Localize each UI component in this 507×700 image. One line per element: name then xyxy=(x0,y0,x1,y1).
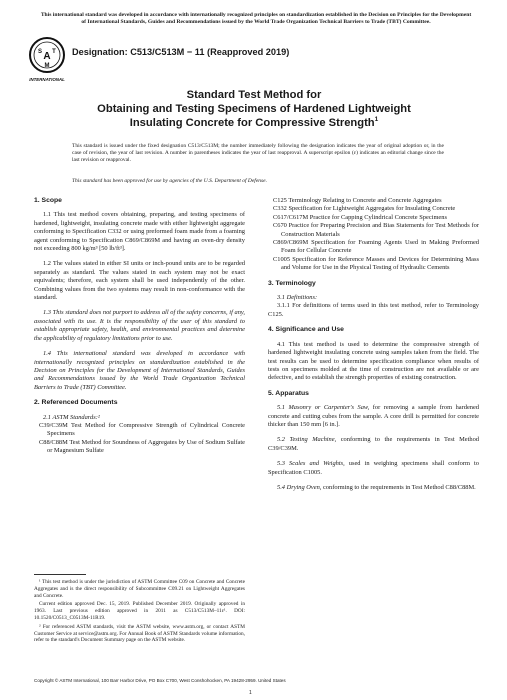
title-line-3-text: Insulating Concrete for Compressive Strength xyxy=(129,117,375,129)
document-title xyxy=(36,88,472,130)
paragraph-1-2: 1.2 The values stated in either SI units or inch-pound units are to be regarded separately as standard. The values stated in each system may not be exact equivalents; therefore, each system shall be used independently of the other. Combining values from the two systems may result in non-conformance with the standard. xyxy=(34,260,245,302)
paragraph-5-2-text: conforming to the requirements in Test Method C39/C39M. xyxy=(268,436,480,452)
section-heading-scope: 1. Scope xyxy=(34,197,62,204)
page-number: 1 xyxy=(249,690,252,696)
svg-text:S: S xyxy=(37,49,43,55)
paragraph-5-2-label: 5.2 Testing Machine, xyxy=(277,436,337,444)
reference-c125: C125 Terminology Relating to Concrete and Concrete Aggregates xyxy=(273,197,442,204)
designation: Designation: C513/C513M − 11 (Reapproved 2019) xyxy=(72,47,290,57)
paragraph-2-1: 2.1 ASTM Standards:² xyxy=(43,413,100,421)
footnote-1-edition: Current edition approved Dec. 15, 2019. Published December 2019. Originally approved in 1963. Last previous edition approved in 2011 as C513/C513M–11ε¹. DOI: 10.1520/C0513_C0513M-11R19. xyxy=(34,601,245,621)
right-column xyxy=(268,197,479,492)
paragraph-5-1-label: 5.1 Masonry or Carpenter's Saw, xyxy=(277,404,370,412)
paragraph-3-1-1: 3.1.1 For definitions of terms used in this test method, refer to Terminology C125. xyxy=(268,302,479,318)
svg-text:A: A xyxy=(43,51,51,62)
astm-logo xyxy=(28,36,66,86)
defense-note: This standard has been approved for use by agencies of the U.S. Department of Defense. xyxy=(72,178,267,184)
svg-text:M: M xyxy=(44,63,50,69)
paragraph-5-1 xyxy=(268,404,479,429)
paragraph-5-3-text: used in weighing specimens shall conform to Specification C1005. xyxy=(268,460,479,476)
reference-c869: C869/C869M Specification for Foaming Agents Used in Making Preformed Foam for Cellular Concrete xyxy=(273,239,479,255)
footnotes xyxy=(34,579,245,646)
reference-c670: C670 Practice for Preparing Precision and Bias Statements for Test Methods for Construction Materials xyxy=(273,222,479,238)
paragraph-1-3: 1.3 This standard does not purport to address all of the safety concerns, if any, associated with its use. It is the responsibility of the user of this standard to establish appropriate safety, health, and environmental practices and determine the applicability of regulatory limitations prior to use. xyxy=(34,309,245,342)
footnote-divider xyxy=(34,574,86,575)
paragraph-1-4: 1.4 This international standard was developed in accordance with internationally recognized principles on standardization established in the Decision on Principles for the Development of International Standards, Guides and Recommendations issued by the World Trade Organization Technical Barriers to Trade (TBT) Committee. xyxy=(34,350,245,391)
title-line-2: Obtaining and Testing Specimens of Hardened Lightweight xyxy=(97,103,411,115)
reference-c1005: C1005 Specification for Reference Masses and Devices for Determining Mass and Volume for Use in the Physical Testing of Hydraulic Cements xyxy=(273,255,479,272)
title-line-1: Standard Test Method for xyxy=(186,89,322,101)
reference-c39: C39/C39M Test Method for Compressive Strength of Cylindrical Concrete Specimens xyxy=(39,421,245,438)
reference-c88: C88/C88M Test Method for Soundness of Aggregates by Use of Sodium Sulfate or Magnesium Sulfate xyxy=(39,438,245,455)
footnote-2: ² For referenced ASTM standards, visit the ASTM website, www.astm.org, or contact ASTM Customer Service at service@astm.org. For Annual Book of ASTM Standards volume information, refer to the standard's Document Summary page on the ASTM website. xyxy=(34,623,245,644)
title-footnote-mark: 1 xyxy=(374,116,379,123)
footnote-1: ¹ This test method is under the jurisdiction of ASTM Committee C09 on Concrete and Concrete Aggregates and is the direct responsibility of Subcommittee C09.21 on Lightweight Aggregates and Concrete. xyxy=(34,579,245,599)
section-heading-apparatus: 5. Apparatus xyxy=(268,389,309,397)
paragraph-4-1: 4.1 This test method is used to determine the compressive strength of hardened lightweight insulating concrete using samples taken from the field. The test results can be used to determine specification compliance when results of tests on specimens molded at the time of construction are not available or are defective, and to establish the strength properties of existing construction. xyxy=(268,340,479,382)
paragraph-5-4 xyxy=(268,484,479,492)
reference-c332: C332 Specification for Lightweight Aggregates for Insulating Concrete xyxy=(273,205,456,213)
section-heading-significance: 4. Significance and Use xyxy=(268,326,344,334)
paragraph-5-3 xyxy=(268,460,479,477)
paragraph-5-1-text: for removing a sample from hardened concrete and cutting cubes from the sample. A core drill is permitted for concrete thicker than 150 mm [6 in.]. xyxy=(268,404,480,428)
paragraph-5-3-label: 5.3 Scales and Weights, xyxy=(277,460,345,468)
copyright-footer: Copyright © ASTM International, 100 Barr Harbor Drive, PO Box C700, West Conshohocken, PA 19428-2959. United States xyxy=(34,678,286,683)
section-heading-terminology: 3. Terminology xyxy=(268,279,316,287)
paragraph-5-4-label: 5.4 Drying Oven, xyxy=(277,483,322,491)
paragraph-5-4-text: conforming to the requirements in Test Method C88/C88M. xyxy=(321,483,476,491)
paragraph-3-1: 3.1 Definitions: xyxy=(277,294,318,302)
left-column xyxy=(34,197,245,456)
issuance-note: This standard is issued under the fixed designation C513/C513M; the number immediately following the designation indicates the year of original adoption or, in the case of revision, the year of last revision. A number in parentheses indicates the year of last reapproval. A superscript epsilon (ε) indicates an editorial change since the last revision or reapproval. xyxy=(72,143,444,164)
section-heading-referenced-documents: 2. Referenced Documents xyxy=(34,399,118,407)
title-line-3 xyxy=(36,116,472,130)
reference-c617: C617/C617M Practice for Capping Cylindrical Concrete Specimens xyxy=(273,213,447,221)
paragraph-5-2 xyxy=(268,436,479,453)
paragraph-1-1: 1.1 This test method covers obtaining, preparing, and testing specimens of hardened, lightweight, insulating concrete made with either lightweight aggregate conforming to Specification C332 or using preformed foam made from a foaming agent conforming to Specification C869/C869M and having an oven-dry density not exceeding 800 kg/m³ [50 lb/ft³]. xyxy=(34,211,245,253)
wto-notice: This international standard was developed in accordance with internationally recognized principles on standardization established in the Decision on Principles for the Development of International Standards, Guides and Recommendations issued by the World Trade Organization Technical Barriers to Trade (TBT) Committee. xyxy=(40,12,472,25)
logo-caption: INTERNATIONAL xyxy=(29,77,65,82)
svg-text:T: T xyxy=(52,49,56,55)
